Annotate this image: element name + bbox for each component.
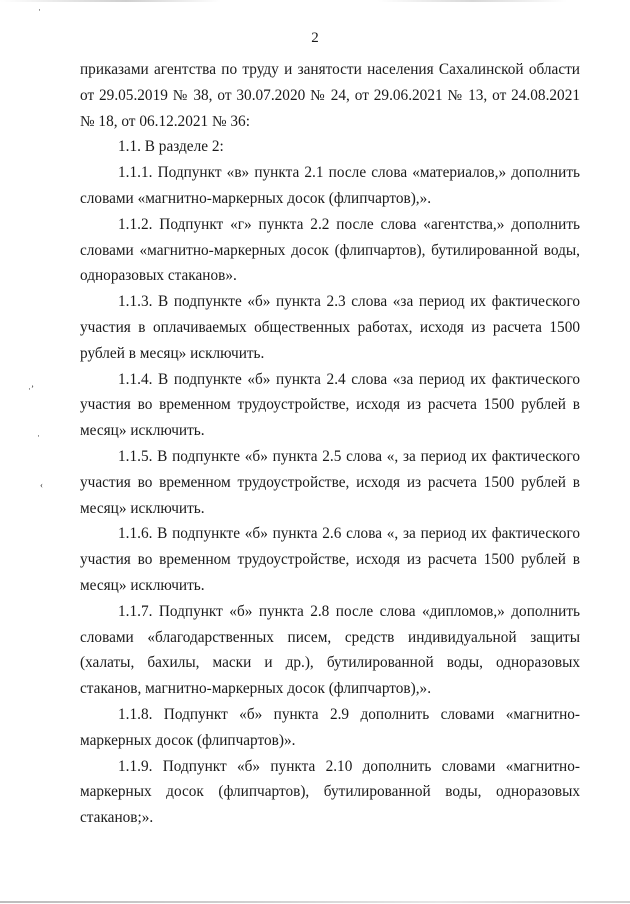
amendment-item: 1.1.7. Подпункт «б» пункта 2.8 после слова «дипломов,» дополнить словами «благодарственных писем, средств индивидуальной защиты (халаты, бахилы, маски и др.), бутилированной воды, одноразовых стаканов, магнитно-маркерных досок (флипчартов),». bbox=[80, 602, 580, 698]
amendment-item: 1.1.6. В подпункте «б» пункта 2.6 слова «, за период их фактического участия во временном трудоустройстве, исходя из расчета 1500 рублей в месяц» исключить. bbox=[80, 525, 580, 594]
scan-edge-bottom bbox=[0, 901, 630, 903]
section-heading: 1.1. В разделе 2: bbox=[118, 138, 224, 156]
amendment-item: 1.1.9. Подпункт «б» пункта 2.10 дополнить словами «магнитно-маркерных досок (флипчартов), бутилированной воды, одноразовых стаканов;». bbox=[80, 757, 580, 827]
amendment-item: 1.1.4. В подпункте «б» пункта 2.4 слова «за период их фактического участия во временном трудоустройстве, исходя из расчета 1500 рублей в месяц» исключить. bbox=[80, 370, 580, 440]
scan-speck: · bbox=[38, 5, 41, 15]
amendment-item: 1.1.2. Подпункт «г» пункта 2.2 после слова «агентства,» дополнить словами «магнитно-маркерных досок (флипчартов), бутилированной воды, одноразовых стаканов». bbox=[80, 215, 580, 285]
document-body bbox=[80, 57, 580, 831]
amendment-item: 1.1.1. Подпункт «в» пункта 2.1 после слова «материалов,» дополнить словами «магнитно-маркерных досок (флипчартов),». bbox=[80, 164, 580, 207]
amendment-item: 1.1.5. В подпункте «б» пункта 2.5 слова «, за период их фактического участия во временном трудоустройстве, исходя из расчета 1500 рублей в месяц» исключить. bbox=[80, 447, 580, 517]
page-number: 2 bbox=[311, 30, 319, 46]
paragraph-continuation: приказами агентства по труду и занятости населения Сахалинской области от 29.05.2019 № 38, от 30.07.2020 № 24, от 29.06.2021 № 13, от 24.08.2021 № 18, от 06.12.2021 № 36: bbox=[80, 61, 580, 130]
scan-speck: ·ʼ bbox=[28, 384, 34, 394]
scan-edge-top bbox=[0, 0, 630, 2]
scan-speck: · bbox=[37, 431, 40, 441]
amendment-item: 1.1.3. В подпункте «б» пункта 2.3 слова «за период их фактического участия в оплачиваемых общественных работах, исходя из расчета 1500 рублей в месяц» исключить. bbox=[80, 293, 580, 362]
scan-speck: ‹ bbox=[40, 480, 43, 490]
amendment-item: 1.1.8. Подпункт «б» пункта 2.9 дополнить словами «магнитно-маркерных досок (флипчартов)». bbox=[80, 705, 580, 749]
